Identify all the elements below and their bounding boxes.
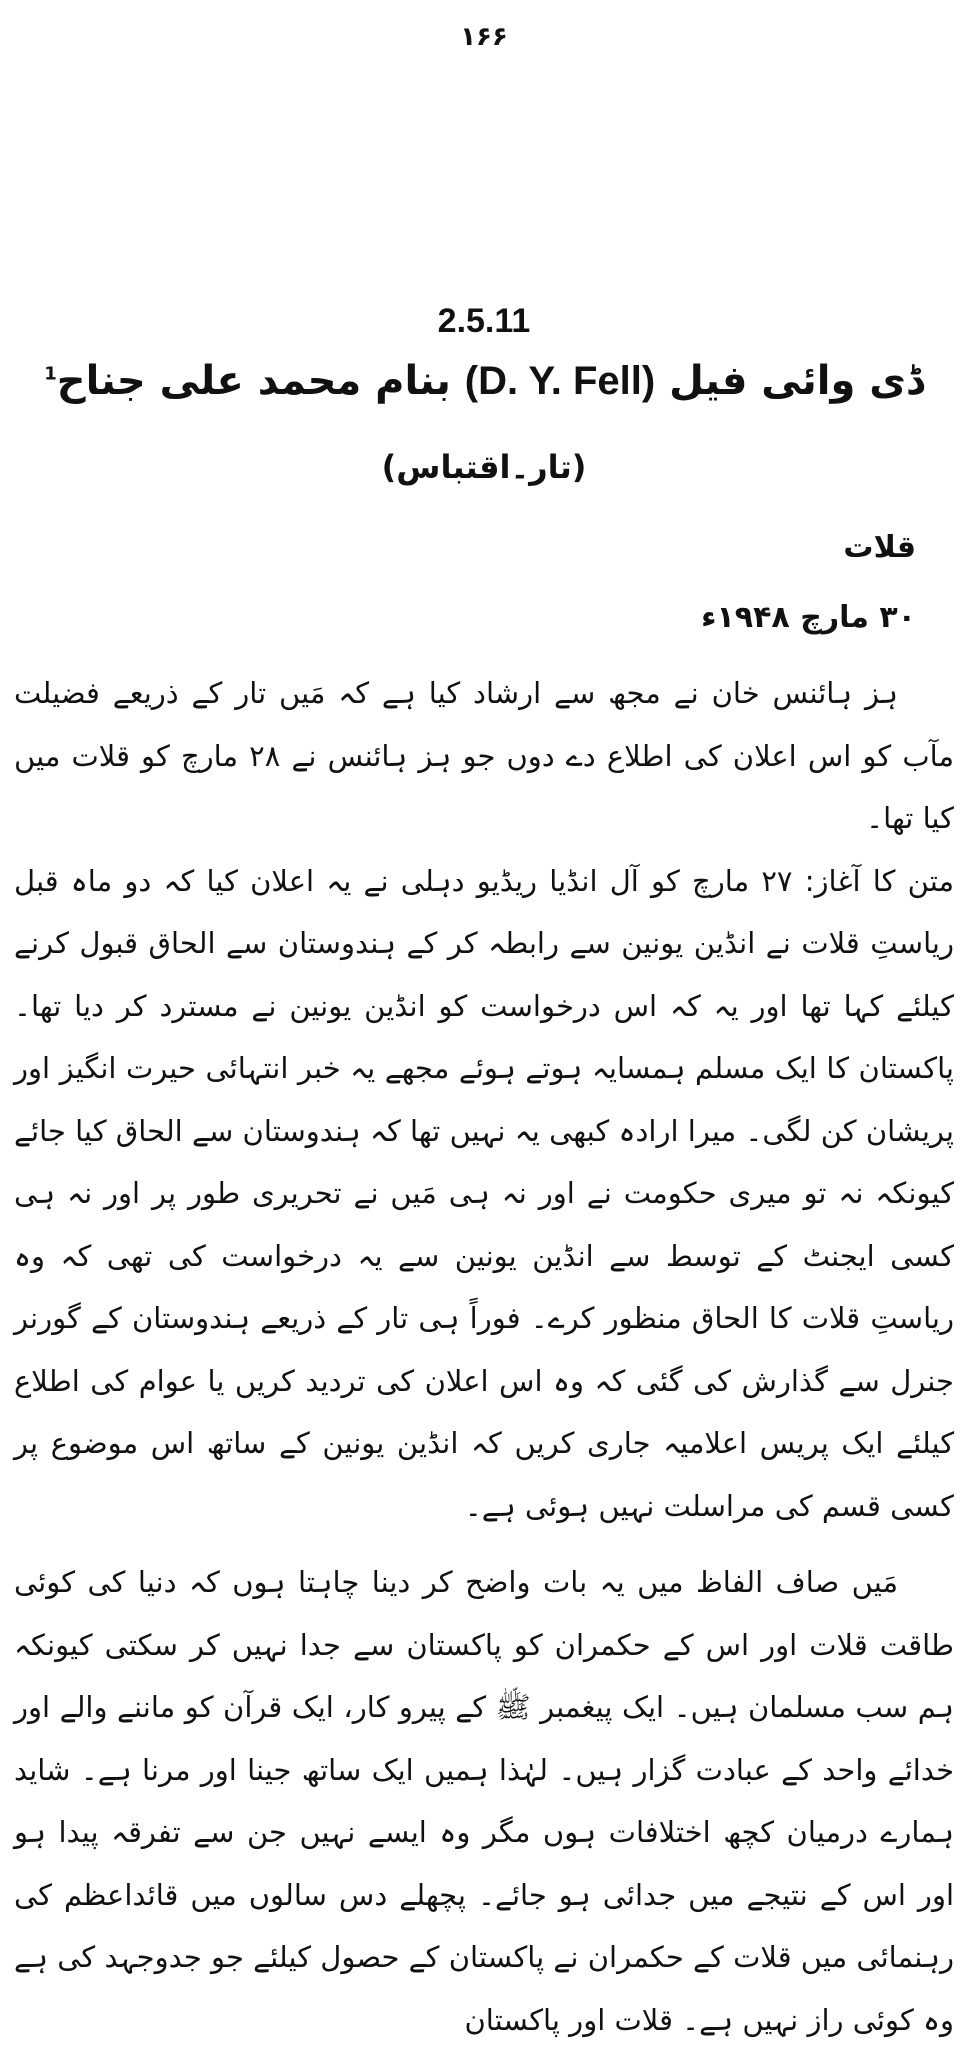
page-number: ۱۶۶ — [460, 22, 508, 52]
document-subtitle: (تار۔اقتباس) — [381, 448, 587, 486]
letter-place: قلات — [843, 530, 916, 565]
letter-date: ۳۰ مارچ ۱۹۴۸ء — [701, 600, 916, 635]
body-paragraph: متن کا آغاز: ۲۷ مارچ کو آل انڈیا ریڈیو دہلی نے یہ اعلان کیا کہ دو ماہ قبل ریاستِ قلات نے انڈین یونین سے رابطہ کر کے ہندوستان سے الحاق قبول کرنے کیلئے کہا تھا اور یہ کہ اس درخواست کو انڈین یونین نے مسترد کر دیا تھا۔ پاکستان کا ایک مسلم ہمسایہ ہوتے ہوئے مجھے یہ خبر انتہائی حیرت انگیز اور پریشان کن لگی۔ میرا ارادہ کبھی یہ نہیں تھا کہ ہندوستان سے الحاق کیا جائے کیونکہ نہ تو میری حکومت نے اور نہ ہی مَیں نے تحریری طور پر اور نہ ہی کسی ایجنٹ کے توسط سے انڈین یونین سے یہ درخواست کی تھی کہ وہ ریاستِ قلات کا الحاق منظور کرے۔ فوراً ہی تار کے ذریعے ہندوستان کے گورنر جنرل سے گذارش کی گئی کہ وہ اس اعلان کی تردید کریں یا عوام کی اطلاع کیلئے ایک پریس اعلامیہ جاری کریں کہ انڈین یونین کے ساتھ اس موضوع پر کسی قسم کی مراسلت نہیں ہوئی ہے۔ — [14, 863, 954, 1523]
section-number: 2.5.11 — [437, 302, 531, 340]
body-paragraph: ہز ہائنس خان نے مجھ سے ارشاد کیا ہے کہ مَیں تار کے ذریعے فضیلت مآب کو اس اعلان کی اطلاع دے دوں جو ہز ہائنس نے ۲۸ مارچ کو قلات میں کیا تھا۔ — [14, 676, 954, 835]
title-sender-latin: (D. Y. Fell) — [464, 359, 656, 403]
body-paragraph: مَیں صاف الفاظ میں یہ بات واضح کر دینا چاہتا ہوں کہ دنیا کی کوئی طاقت قلات اور اس کے حکمران کو پاکستان سے جدا نہیں کر سکتی کیونکہ ہم سب مسلمان ہیں۔ ایک پیغمبر ﷺ کے پیرو کار، ایک قرآن کو ماننے والے اور خدائے واحد کے عبادت گزار ہیں۔ لہٰذا ہمیں ایک ساتھ جینا اور مرنا ہے۔ شاید ہمارے درمیان کچھ اختلافات ہوں مگر وہ ایسے نہیں جن سے تفرقہ پیدا ہو اور اس کے نتیجے میں جدائی ہو جائے۔ پچھلے دس سالوں میں قائداعظم کی رہنمائی میں قلات کے حکمران نے پاکستان کے حصول کیلئے جو جدوجہد کی ہے وہ کوئی راز نہیں ہے۔ قلات اور پاکستان — [14, 1565, 954, 2037]
title-sender: ڈی وائی فیل — [669, 358, 924, 404]
title-recipient: بنام محمد علی جناح — [56, 358, 451, 404]
letter-body — [14, 662, 954, 2051]
footnote-marker: 1 — [44, 363, 57, 385]
document-title — [0, 358, 968, 404]
